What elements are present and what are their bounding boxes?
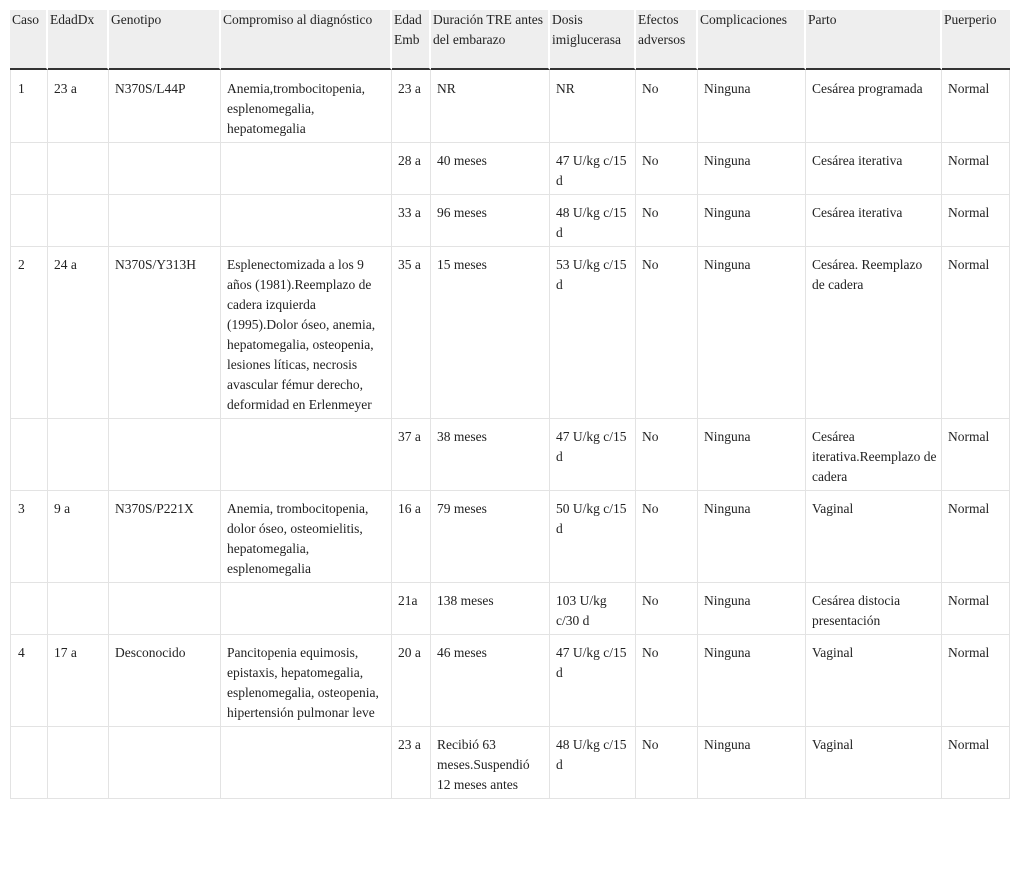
cell-caso: 4 [10, 635, 48, 727]
cell-efectos: No [636, 70, 698, 143]
cell-edad-emb: 33 a [392, 195, 431, 247]
table-row [10, 583, 1010, 635]
cell-duracion-tre: 40 meses [431, 143, 550, 195]
table-row [10, 635, 1010, 727]
cell-puerperio: Normal [942, 195, 1010, 247]
cell-edad-emb: 21a [392, 583, 431, 635]
cell-puerperio: Normal [942, 491, 1010, 583]
cell-puerperio: Normal [942, 419, 1010, 491]
cell-dosis: 48 U/kg c/15 d [550, 727, 636, 799]
cell-dosis: 47 U/kg c/15 d [550, 143, 636, 195]
cell-edad-emb: 23 a [392, 727, 431, 799]
column-header-efectos: Efectos adversos [636, 10, 698, 70]
cell-caso [10, 143, 48, 195]
cell-efectos: No [636, 419, 698, 491]
cell-dosis: NR [550, 70, 636, 143]
cell-puerperio: Normal [942, 727, 1010, 799]
cell-puerperio: Normal [942, 143, 1010, 195]
cell-edad-emb: 35 a [392, 247, 431, 419]
cell-edad-emb: 28 a [392, 143, 431, 195]
cell-duracion-tre: Recibió 63 meses.Suspendió 12 meses antes [431, 727, 550, 799]
table-row [10, 419, 1010, 491]
table-row [10, 727, 1010, 799]
cell-edad-dx [48, 419, 109, 491]
cell-compromiso [221, 419, 392, 491]
cell-puerperio: Normal [942, 70, 1010, 143]
cell-efectos: No [636, 727, 698, 799]
cell-efectos: No [636, 491, 698, 583]
cell-genotipo [109, 419, 221, 491]
cell-duracion-tre: 96 meses [431, 195, 550, 247]
column-header-complicaciones: Complicaciones [698, 10, 806, 70]
cell-genotipo [109, 583, 221, 635]
column-header-edad-emb: Edad Emb [392, 10, 431, 70]
table-row [10, 247, 1010, 419]
cell-parto: Cesárea iterativa.Reemplazo de cadera [806, 419, 942, 491]
table-row [10, 195, 1010, 247]
cell-caso [10, 195, 48, 247]
cell-duracion-tre: NR [431, 70, 550, 143]
cell-edad-emb: 23 a [392, 70, 431, 143]
cell-caso [10, 583, 48, 635]
cell-dosis: 53 U/kg c/15 d [550, 247, 636, 419]
table-container [10, 10, 1010, 861]
table-row [10, 70, 1010, 143]
cell-duracion-tre: 46 meses [431, 635, 550, 727]
column-header-genotipo: Genotipo [109, 10, 221, 70]
cell-duracion-tre: 38 meses [431, 419, 550, 491]
cell-dosis: 50 U/kg c/15 d [550, 491, 636, 583]
cell-parto: Cesárea iterativa [806, 195, 942, 247]
cell-edad-dx [48, 583, 109, 635]
cell-edad-dx [48, 195, 109, 247]
cell-complicaciones: Ninguna [698, 195, 806, 247]
cell-edad-dx: 23 a [48, 70, 109, 143]
cell-efectos: No [636, 195, 698, 247]
cell-complicaciones: Ninguna [698, 143, 806, 195]
cell-complicaciones: Ninguna [698, 70, 806, 143]
cell-parto: Cesárea programada [806, 70, 942, 143]
cell-parto: Vaginal [806, 635, 942, 727]
cell-compromiso [221, 727, 392, 799]
cell-caso [10, 419, 48, 491]
cell-genotipo: Desconocido [109, 635, 221, 727]
cell-compromiso: Pancitopenia equimosis, epistaxis, hepatomegalia, esplenomegalia, osteopenia, hipertensión pulmonar leve [221, 635, 392, 727]
cell-edad-dx: 17 a [48, 635, 109, 727]
cell-genotipo [109, 727, 221, 799]
column-header-dosis: Dosis imiglucerasa [550, 10, 636, 70]
cell-caso: 2 [10, 247, 48, 419]
cell-complicaciones: Ninguna [698, 635, 806, 727]
cell-efectos: No [636, 583, 698, 635]
cell-dosis: 48 U/kg c/15 d [550, 195, 636, 247]
cell-parto: Cesárea. Reemplazo de cadera [806, 247, 942, 419]
cell-caso: 3 [10, 491, 48, 583]
cell-parto: Vaginal [806, 727, 942, 799]
cell-parto: Cesárea distocia presentación [806, 583, 942, 635]
cell-edad-emb: 20 a [392, 635, 431, 727]
cell-dosis: 103 U/kg c/30 d [550, 583, 636, 635]
cell-complicaciones: Ninguna [698, 419, 806, 491]
cell-genotipo: N370S/L44P [109, 70, 221, 143]
cell-parto: Cesárea iterativa [806, 143, 942, 195]
cell-edad-dx: 9 a [48, 491, 109, 583]
table-row [10, 491, 1010, 583]
column-header-parto: Parto [806, 10, 942, 70]
cell-caso [10, 727, 48, 799]
column-header-edad-dx: EdadDx [48, 10, 109, 70]
table-header [10, 10, 1010, 70]
cell-edad-dx [48, 143, 109, 195]
cell-compromiso [221, 195, 392, 247]
column-header-caso: Caso [10, 10, 48, 70]
cell-parto: Vaginal [806, 491, 942, 583]
cell-duracion-tre: 138 meses [431, 583, 550, 635]
table-row [10, 143, 1010, 195]
cell-puerperio: Normal [942, 635, 1010, 727]
cell-dosis: 47 U/kg c/15 d [550, 419, 636, 491]
cell-edad-emb: 16 a [392, 491, 431, 583]
cell-efectos: No [636, 635, 698, 727]
cell-edad-dx: 24 a [48, 247, 109, 419]
cell-edad-dx [48, 727, 109, 799]
cell-complicaciones: Ninguna [698, 491, 806, 583]
cell-duracion-tre: 79 meses [431, 491, 550, 583]
cell-compromiso [221, 143, 392, 195]
cell-compromiso: Anemia,trombocitopenia, esplenomegalia, hepatomegalia [221, 70, 392, 143]
header-row [10, 10, 1010, 70]
cell-complicaciones: Ninguna [698, 247, 806, 419]
cell-genotipo [109, 195, 221, 247]
cell-efectos: No [636, 143, 698, 195]
column-header-duracion-tre: Duración TRE antes del embarazo [431, 10, 550, 70]
cell-puerperio: Normal [942, 247, 1010, 419]
column-header-compromiso: Compromiso al diagnóstico [221, 10, 392, 70]
gaucher-pregnancy-table [10, 10, 1010, 799]
cell-duracion-tre: 15 meses [431, 247, 550, 419]
cell-compromiso: Anemia, trombocitopenia, dolor óseo, osteomielitis, hepatomegalia, esplenomegalia [221, 491, 392, 583]
cell-caso: 1 [10, 70, 48, 143]
cell-puerperio: Normal [942, 583, 1010, 635]
cell-genotipo: N370S/P221X [109, 491, 221, 583]
cell-compromiso [221, 583, 392, 635]
cell-genotipo [109, 143, 221, 195]
cell-complicaciones: Ninguna [698, 583, 806, 635]
cell-edad-emb: 37 a [392, 419, 431, 491]
cell-dosis: 47 U/kg c/15 d [550, 635, 636, 727]
cell-complicaciones: Ninguna [698, 727, 806, 799]
cell-compromiso: Esplenectomizada a los 9 años (1981).Reemplazo de cadera izquierda (1995).Dolor óseo, anemia, hepatomegalia, osteopenia, lesiones líticas, necrosis avascular fémur derecho, deformidad en Erlenmeyer [221, 247, 392, 419]
column-header-puerperio: Puerperio [942, 10, 1010, 70]
table-body [10, 70, 1010, 799]
cell-genotipo: N370S/Y313H [109, 247, 221, 419]
cell-efectos: No [636, 247, 698, 419]
